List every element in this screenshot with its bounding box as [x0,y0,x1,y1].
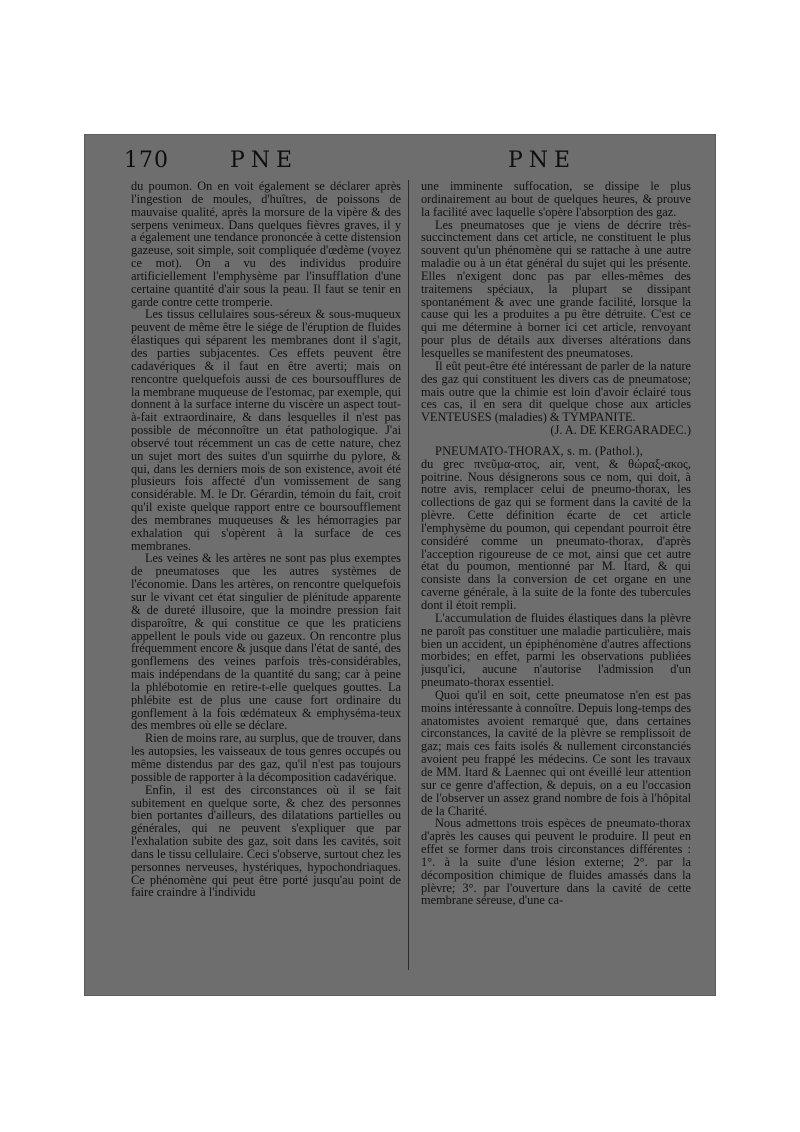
paragraph: Quoi qu'il en soit, cette pneumatose n'en est pas moins intéressante à connoître. Depuis long-temps des anatomistes avoient remarqué que, dans certaines circonstances, la cavité de la plèvre se remplissoit de gaz; mais ces faits isolés & nullement circonstanciés avoient peu frappé les médecins. Ce sont les travaux de MM. Itard & Laennec qui ont éveillé leur attention sur ce genre d'affection, & depuis, on a eu l'occasion de l'observer un assez grand nombre de fois à l'hôpital de la Charité. [421,687,691,818]
paragraph: L'accumulation de fluides élastiques dans la plèvre ne paroît pas constituer une maladie particulière, mais bien un accident, un épiphénomène d'autres affections morbides; en effet, parmi les observations publiées jusqu'ici, aucune n'autorise l'admission d'un pneumato-thorax essentiel. [421,610,691,690]
right-column [421,180,691,980]
paragraph: du grec πνεῦμα-ατος, air, vent, & θώραξ-ακος, poitrine. Nous désignerons sous ce nom, qui doit, à notre avis, remplacer celui de pneumo-thorax, les collections de gaz qui se forment dans la cavité de la plèvre. Cette définition écarte de cet article l'emphysème du poumon, qui cependant pourroit être considéré comme un pneumato-thorax, d'après l'acception rigoureuse de ce mot, ainsi que cet autre état du poumon, mentionné par M. Itard, & qui consiste dans la conversion de cet organe en une caverne générale, à la suite de la fonte des tubercules dont il étoit rempli. [421,456,691,612]
paragraph: Les pneumatoses que je viens de décrire très-succinctement dans cet article, ne constituent le plus souvent qu'un phénomène qui se rattache à une autre maladie ou à un état général du sujet qui les présente. Elles n'exigent donc pas par elles-mêmes des traitemens spéciaux, la plupart se dissipant spontanément & avec une grande facilité, lorsque la cause qui les a produites a pu être détruite. C'est ce qui me détermine à borner ici cet article, renvoyant pour plus de détails aux diverses altérations dans lesquelles se manifestent des pneumatoses. [421,217,691,360]
left-column [131,180,401,980]
paragraph: Il eût peut-être été intéressant de parler de la nature des gaz qui constituent les divers cas de pneumatose; mais outre que la chimie est loin d'avoir éclairé tous ces cas, il en sera dit quelque chose aux articles VENTEUSES (maladies) & TYMPANITE. [421,358,691,425]
page-header [84,148,716,178]
author-signature: (J. A. DE KERGARADEC.) [550,423,691,438]
page-number: 170 [124,148,169,173]
paragraph: du poumon. On en voit également se déclarer après l'ingestion de moules, d'huîtres, de poissons de mauvaise qualité, après la morsure de la vipère & des serpens venimeux. Dans quelques fièvres graves, il y a également une tendance prononcée à cette distension gazeuse, soit simple, soit compliquée d'œdème (voyez ce mot). On a vu des individus produire artificiellement l'emphysème par l'insufflation d'une certaine quantité d'air sous la peau. Il faut se tenir en garde contre cette tromperie. [131,180,401,309]
running-head-left: PNE [230,148,299,173]
scanned-page [84,134,716,996]
paragraph: Les veines & les artères ne sont pas plus exemptes de pneumatoses que les autres systèmes de l'économie. Dans les artères, on rencontre quelquefois sur le vivant cet état singulier de plénitude apparente & de dureté illusoire, que la moindre pression fait disparoître, & qui constitue ce que les praticiens appellent le pouls vide ou gazeux. On rencontre plus fréquemment encore & jusque dans l'état de santé, des gonflemens des veines parfois très-considérables, mais indépendans de la quantité du sang; car à peine la phlébotomie en retire-t-elle quelques gouttes. La phlébite est de plus une cause fort ordinaire du gonflement à la fois œdémateux & emphyséma-teux des membres où elle se déclare. [131,551,401,733]
paragraph: une imminente suffocation, se dissipe le plus ordinairement au bout de quelques heures, & prouve la facilité avec laquelle s'opère l'absorption des gaz. [421,180,691,219]
entry-headword: PNEUMATO-THORAX, s. m. (Pathol.), [435,443,643,458]
paragraph: Enfin, il est des circonstances où il se fait subitement en quelque sorte, & chez des personnes bien portantes d'ailleurs, des dilatations partielles ou générales, qui ne peuvent s'expliquer que par l'exhalation subite des gaz, soit dans les cavités, soit dans le tissu cellulaire. Ceci s'observe, surtout chez les personnes nerveuses, hystériques, hypochondriaques. Ce phénomène qui peut être porté jusqu'au point de faire craindre à l'individu [131,782,401,900]
paragraph: Nous admettons trois espèces de pneumato-thorax d'après les causes qui peuvent le produire. Il peut en effet se former dans trois circonstances différentes : 1°. à la suite d'une lésion externe; 2°. par la décomposition chimique de fluides amassés dans la plèvre; 3°. par l'ouverture dans la cavité de cette membrane séreuse, d'une ca- [421,816,691,908]
paragraph: Les tissus cellulaires sous-séreux & sous-muqueux peuvent de même être le siége de l'éruption de fluides élastiques qui séparent les membranes dont il s'agit, des parties subjacentes. Ces effets peuvent être cadavériques & il faut en être averti; mais on rencontre quelquefois aussi de ces boursoufflures de la membrane muqueuse de l'estomac, par exemple, qui donnent à la surface interne du viscère un aspect tout-à-fait extraordinaire, & dans lesquelles il n'est pas possible de méconnoître un état pathologique. J'ai observé tout récemment un cas de cette nature, chez un sujet mort des suites d'un squirrhe du pylore, & qui, dans les derniers mois de son existence, avoit été plusieurs fois affecté d'un vomissement de sang considérable. M. le Dr. Gérardin, témoin du fait, croit qu'il existe quelque rapport entre ce boursoufflement des membranes muqueuses & les hémorragies par exhalation qui s'opèrent à la surface de ces membranes. [131,307,401,553]
column-divider [408,180,409,970]
running-head-right: PNE [508,148,577,173]
paragraph: Rien de moins rare, au surplus, que de trouver, dans les autopsies, les vaisseaux de tous genres occupés ou même distendus par des gaz, qu'il n'est pas toujours possible de rapporter à la décomposition cadavérique. [131,731,401,784]
